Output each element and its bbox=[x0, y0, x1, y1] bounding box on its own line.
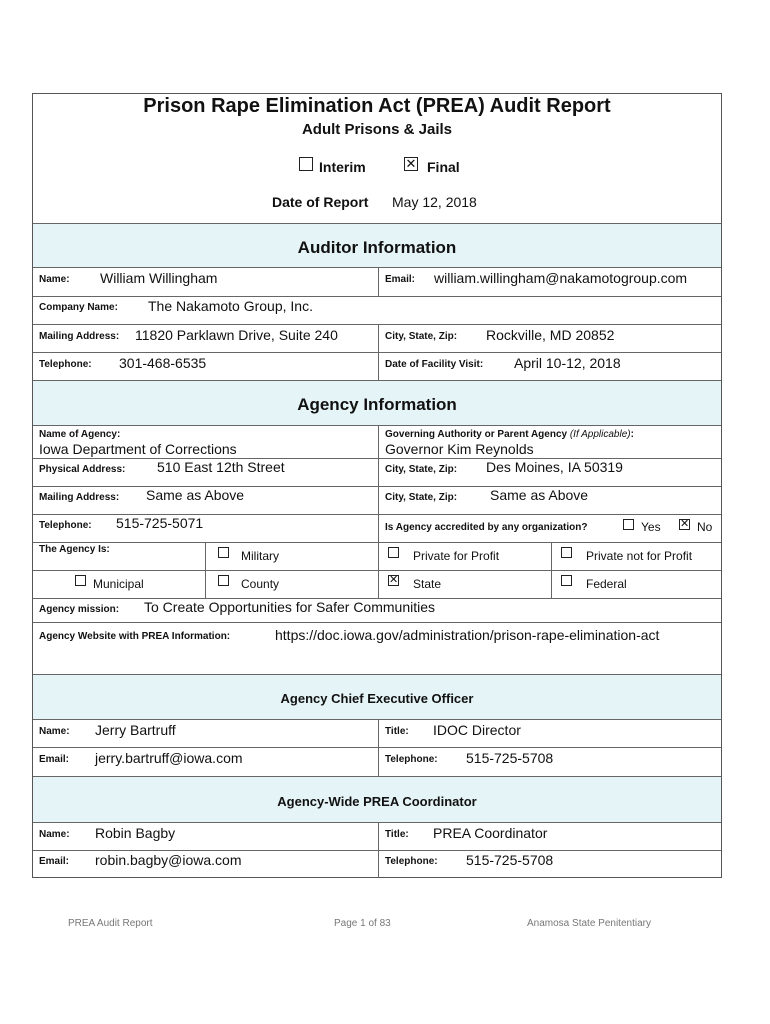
auditor-telephone-label: Telephone: bbox=[39, 359, 92, 370]
facility-visit-date: April 10-12, 2018 bbox=[514, 355, 621, 371]
ceo-email-label: Email: bbox=[39, 754, 70, 765]
facility-visit-label: Date of Facility Visit: bbox=[385, 359, 484, 370]
agency-mission: To Create Opportunities for Safer Communities bbox=[144, 599, 436, 615]
ceo-section-title: Agency Chief Executive Officer bbox=[280, 691, 474, 706]
final-checkbox[interactable]: ✕ bbox=[405, 157, 417, 171]
coordinator-email[interactable]: robin.bagby@iowa.com bbox=[95, 852, 242, 868]
agency-mailing-label: Mailing Address: bbox=[39, 492, 120, 503]
accredited-question: Is Agency accredited by any organization? bbox=[385, 522, 588, 533]
ceo-title: IDOC Director bbox=[433, 722, 521, 738]
coordinator-section-title: Agency-Wide PREA Coordinator bbox=[277, 794, 477, 809]
ceo-telephone-label: Telephone: bbox=[385, 754, 438, 765]
coordinator-title: PREA Coordinator bbox=[433, 825, 548, 841]
coordinator-name: Robin Bagby bbox=[95, 825, 176, 841]
type-private-profit-label: Private for Profit bbox=[413, 549, 500, 563]
agency-type-label: The Agency Is: bbox=[39, 544, 110, 555]
coordinator-name-label: Name: bbox=[39, 829, 70, 840]
coordinator-telephone: 515-725-5708 bbox=[466, 852, 554, 868]
audit-report-form bbox=[32, 93, 722, 878]
auditor-email[interactable]: william.willingham@nakamotogroup.com bbox=[434, 270, 688, 286]
type-private-nonprofit-checkbox[interactable] bbox=[561, 547, 572, 558]
date-of-report-label: Date of Report bbox=[272, 194, 369, 210]
auditor-name: William Willingham bbox=[100, 270, 218, 286]
agency-telephone-label: Telephone: bbox=[39, 520, 92, 531]
physical-address: 510 East 12th Street bbox=[157, 459, 285, 475]
accredited-yes-checkbox[interactable] bbox=[623, 519, 634, 530]
final-label: Final bbox=[427, 159, 460, 175]
auditor-mailing-label: Mailing Address: bbox=[39, 331, 120, 342]
auditor-mailing-address: 11820 Parklawn Drive, Suite 240 bbox=[135, 327, 338, 343]
physical-address-label: Physical Address: bbox=[39, 464, 126, 475]
company-name: The Nakamoto Group, Inc. bbox=[148, 298, 313, 314]
type-state-label: State bbox=[413, 577, 442, 591]
type-state-checkbox[interactable]: ✕ bbox=[389, 575, 399, 586]
type-federal-checkbox[interactable] bbox=[561, 575, 572, 586]
ceo-name: Jerry Bartruff bbox=[95, 722, 176, 738]
coordinator-telephone-label: Telephone: bbox=[385, 856, 438, 867]
agency-website-label: Agency Website with PREA Information: bbox=[39, 631, 231, 642]
accredited-no-label: No bbox=[697, 520, 713, 534]
ceo-name-label: Name: bbox=[39, 726, 70, 737]
interim-checkbox[interactable] bbox=[299, 157, 313, 171]
type-municipal-checkbox[interactable] bbox=[75, 575, 86, 586]
type-military-checkbox[interactable] bbox=[218, 547, 229, 558]
auditor-email-label: Email: bbox=[385, 274, 416, 285]
auditor-section-title: Auditor Information bbox=[297, 238, 457, 257]
agency-name: Iowa Department of Corrections bbox=[39, 441, 237, 457]
auditor-city-label: City, State, Zip: bbox=[385, 331, 458, 342]
agency-city: Des Moines, IA 50319 bbox=[486, 459, 623, 475]
agency-telephone: 515-725-5071 bbox=[116, 515, 204, 531]
footer-facility: Anamosa State Penitentiary bbox=[527, 918, 651, 929]
governing-authority: Governor Kim Reynolds bbox=[385, 441, 534, 457]
accredited-yes-label: Yes bbox=[641, 520, 661, 534]
report-subtitle: Adult Prisons & Jails bbox=[301, 121, 453, 138]
agency-mission-label: Agency mission: bbox=[39, 604, 120, 615]
ceo-title-label: Title: bbox=[385, 726, 409, 737]
type-federal-label: Federal bbox=[586, 577, 627, 591]
coordinator-email-label: Email: bbox=[39, 856, 70, 867]
governing-authority-label: Governing Authority or Parent Agency (If Applicable): bbox=[385, 429, 634, 440]
type-private-profit-checkbox[interactable] bbox=[388, 547, 399, 558]
date-of-report-value: May 12, 2018 bbox=[392, 194, 477, 210]
type-county-checkbox[interactable] bbox=[218, 575, 229, 586]
type-military-label: Military bbox=[241, 549, 279, 563]
accredited-no-checkbox[interactable]: ✕ bbox=[680, 519, 690, 530]
ceo-email[interactable]: jerry.bartruff@iowa.com bbox=[95, 750, 243, 766]
agency-section-title: Agency Information bbox=[297, 395, 457, 414]
type-private-nonprofit-label: Private not for Profit bbox=[586, 549, 693, 563]
interim-label: Interim bbox=[319, 159, 366, 175]
type-county-label: County bbox=[241, 577, 280, 591]
agency-name-label: Name of Agency: bbox=[39, 429, 121, 440]
auditor-name-label: Name: bbox=[39, 274, 70, 285]
coordinator-title-label: Title: bbox=[385, 829, 409, 840]
auditor-telephone: 301-468-6535 bbox=[119, 355, 207, 371]
agency-mailing-city: Same as Above bbox=[490, 487, 589, 503]
ceo-telephone: 515-725-5708 bbox=[466, 750, 554, 766]
report-title: Prison Rape Elimination Act (PREA) Audit Report bbox=[143, 95, 611, 117]
type-municipal-label: Municipal bbox=[93, 577, 144, 591]
agency-mailing-city-label: City, State, Zip: bbox=[385, 492, 458, 503]
agency-mailing-address: Same as Above bbox=[146, 487, 245, 503]
agency-website-link[interactable]: https://doc.iowa.gov/administration/prison-rape-elimination-act bbox=[275, 627, 660, 643]
company-name-label: Company Name: bbox=[39, 302, 118, 313]
agency-city-label: City, State, Zip: bbox=[385, 464, 458, 475]
footer-page-number: Page 1 of 83 bbox=[334, 918, 391, 929]
footer-left: PREA Audit Report bbox=[68, 918, 153, 929]
auditor-city: Rockville, MD 20852 bbox=[486, 327, 615, 343]
